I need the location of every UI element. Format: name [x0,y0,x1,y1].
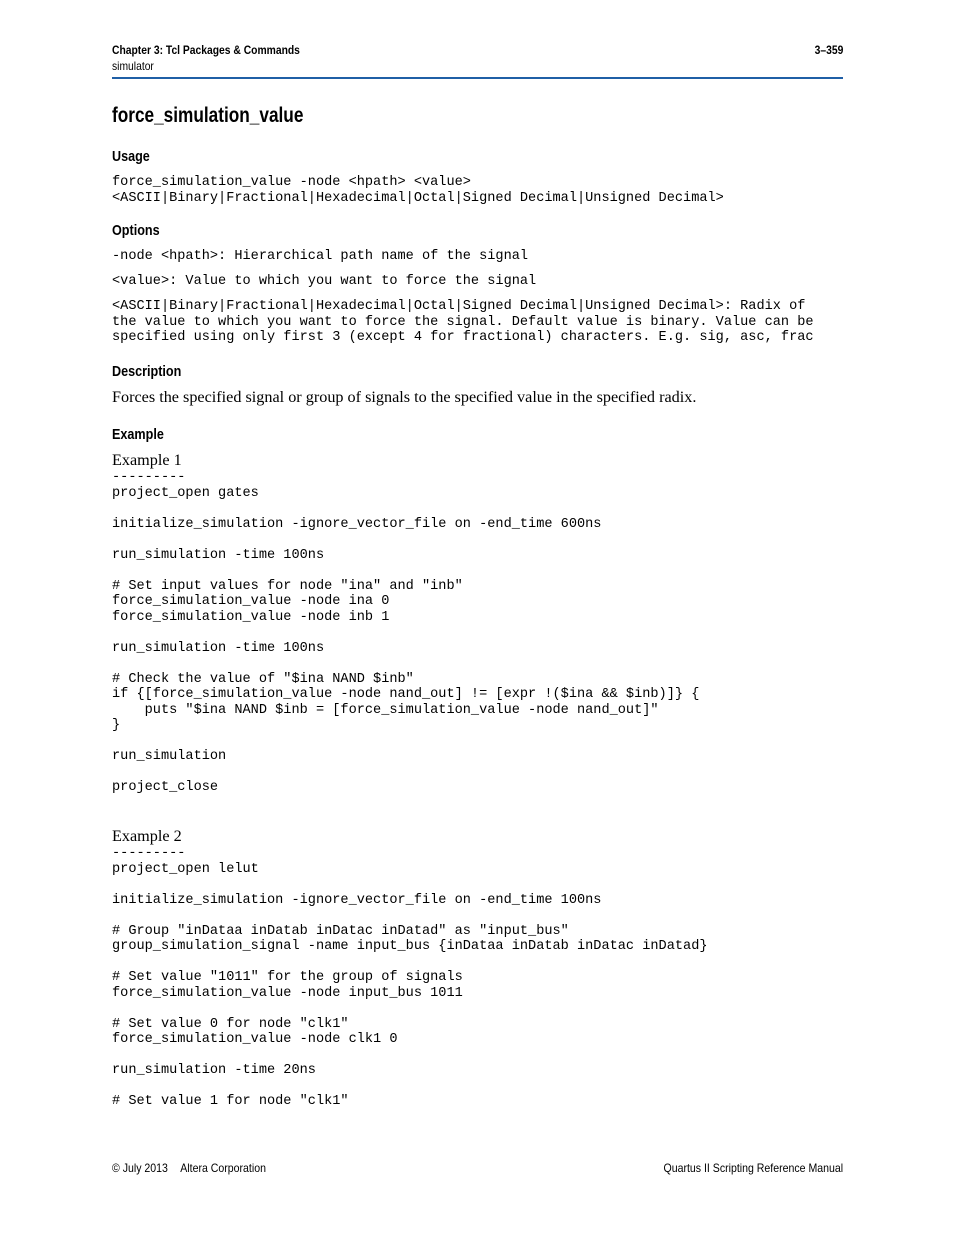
usage-code: force_simulation_value -node <hpath> <value> <ASCII|Binary|Fractional|Hexadecimal|Octal|Signed Decimal|Unsigned Decimal> [112,175,724,206]
example1-code: --------- project_open gates initialize_simulation -ignore_vector_file on -end_time 600ns run_simulation -time 100ns # Set input values for node "ina" and "inb" force_simulation_value -node ina 0 force_simulation_value -node inb 1 run_simulation -time 100ns # Check the value of "$ina NAND $inb" if {[force_simulation_value -node nand_out] != [expr !($ina && $inb)]} { puts "$ina NAND $inb = [force_simulation_value -node nand_out]" } run_simulation project_close [112,470,700,795]
footer-left [112,1161,266,1175]
usage-heading: Usage [112,148,150,165]
footer-company: Altera Corporation [180,1161,266,1175]
option-value: <value>: Value to which you want to force the signal [112,274,537,289]
description-heading: Description [112,363,182,380]
footer-manual-title: Quartus II Scripting Reference Manual [663,1161,843,1175]
header-chapter: Chapter 3: Tcl Packages & Commands [112,43,300,57]
option-radix: <ASCII|Binary|Fractional|Hexadecimal|Octal|Signed Decimal|Unsigned Decimal>: Radix of the value to which you want to force the signal. Default value is binary. Value can be specified using only first 3 (except 4 for fractional) characters. E.g. sig, asc, frac [112,299,814,345]
running-header [112,43,843,79]
example-heading: Example [112,426,164,443]
option-node: -node <hpath>: Hierarchical path name of the signal [112,249,529,264]
page-title: force_simulation_value [112,104,304,127]
example2-code: --------- project_open lelut initialize_simulation -ignore_vector_file on -end_time 100ns # Group "inDataa inDatab inDatac inDatad" as "input_bus" group_simulation_signal -name input_bus {inDataa inDatab inDatac inDatad} # Set value "1011" for the group of signals force_simulation_value -node input_bus 1011 # Set value 0 for node "clk1" force_simulation_value -node clk1 0 run_simulation -time 20ns # Set value 1 for node "clk1" [112,846,708,1109]
example2-label: Example 2 [112,827,182,845]
example1-label: Example 1 [112,451,182,469]
header-page-number: 3–359 [814,43,843,57]
description-text: Forces the specified signal or group of signals to the specified value in the specified radix. [112,388,697,406]
header-section: simulator [112,59,154,73]
options-heading: Options [112,222,160,239]
footer-copyright: © July 2013 [112,1161,168,1175]
